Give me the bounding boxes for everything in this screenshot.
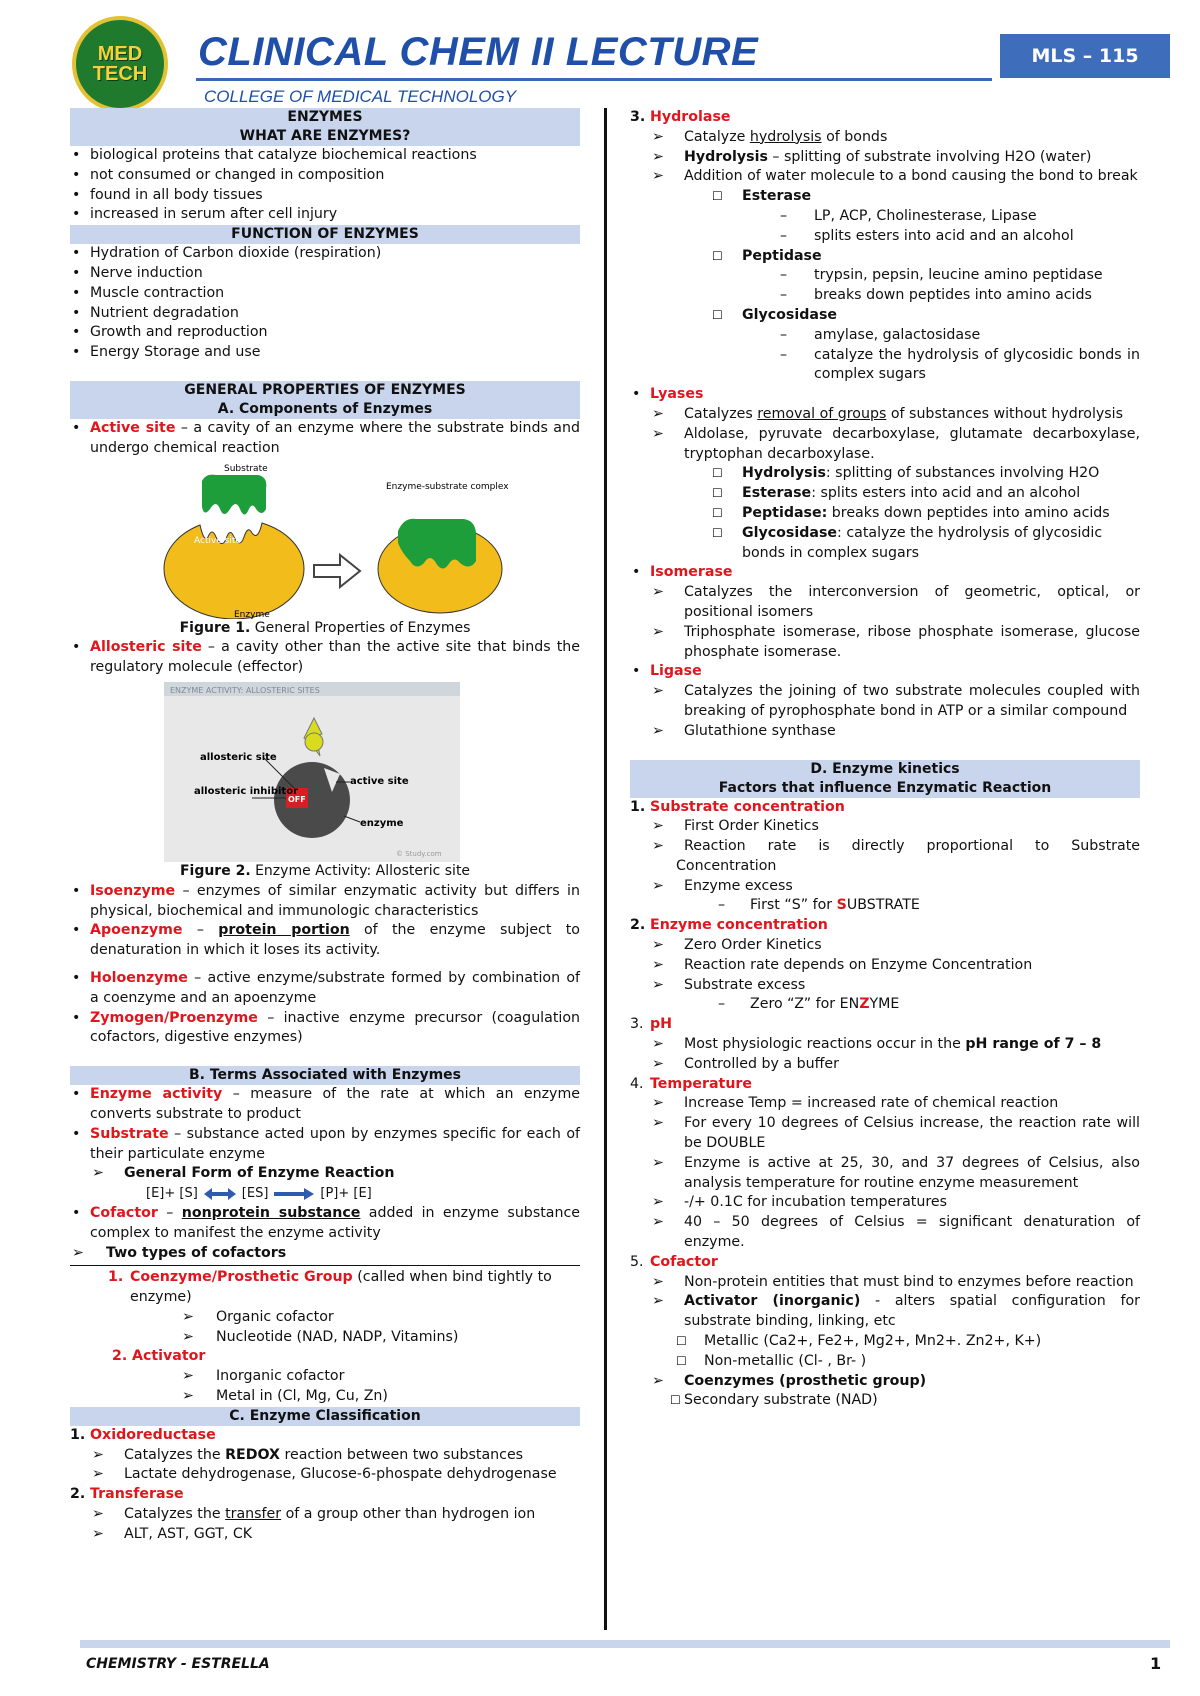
list-item: ☐ Esterase: splits esters into acid and an alcohol: [712, 485, 1081, 502]
list-item: ➢ Catalyzes the transfer of a group other than hydrogen ion: [92, 1506, 536, 1523]
figure-2-caption: Figure 2. Enzyme Activity: Allosteric site: [179, 862, 471, 879]
list-item: • Energy Storage and use: [72, 344, 261, 361]
list-item: 1. Coenzyme/Prosthetic Group (called when bind tightly to enzyme): [108, 1269, 552, 1306]
list-item: – First “S” for SUBSTRATE: [718, 897, 920, 914]
list-item: – splits esters into acid and an alcohol: [780, 227, 1074, 244]
fig2-allosteric-label: allosteric site: [200, 751, 277, 763]
reaction-equation: [E]+ [S] [ES] [P]+ [E]: [146, 1186, 372, 1202]
med-tech-logo: MED TECH: [72, 16, 168, 112]
list-item: • Lyases: [632, 386, 704, 403]
list-item: • Allosteric site – a cavity other than the active site that binds the regulatory molecule (effector): [72, 639, 581, 676]
list-item: • Nerve induction: [72, 264, 203, 281]
list-item: ➢ Zero Order Kinetics: [652, 937, 822, 954]
course-code-badge: MLS – 115: [1000, 34, 1170, 78]
list-item: ☐ Hydrolysis: splitting of substances involving H2O: [712, 465, 1100, 482]
components-header: A. Components of Enzymes: [70, 400, 580, 419]
list-item: ☐ Non-metallic (Cl- , Br- ): [676, 1352, 867, 1369]
list-item: • Hydration of Carbon dioxide (respiration): [72, 245, 382, 262]
figure-1-caption: Figure 1. General Properties of Enzymes: [179, 619, 471, 636]
list-item: ➢ Controlled by a buffer: [652, 1055, 839, 1072]
list-item: ➢ Aldolase, pyruvate decarboxylase, glutamate decarboxylase, tryptophan decarboxylase.: [652, 425, 1140, 462]
list-item: ➢ Two types of cofactors: [72, 1244, 287, 1261]
list-item: • Growth and reproduction: [72, 324, 268, 341]
list-item: – trypsin, pepsin, leucine amino peptidase: [780, 267, 1103, 284]
list-item: • Zymogen/Proenzyme – inactive enzyme precursor (coagulation cofactors, digestive enzymes): [72, 1009, 580, 1046]
fig1-arrow: [314, 555, 360, 587]
list-item: ➢ Hydrolysis – splitting of substrate involving H2O (water): [652, 148, 1092, 165]
list-item: 2. Enzyme concentration: [630, 917, 828, 934]
page-number: 1: [1150, 1654, 1162, 1673]
fig2-title: ENZYME ACTIVITY: ALLOSTERIC SITES: [170, 685, 320, 695]
list-item: 1. Oxidoreductase: [70, 1426, 216, 1443]
list-item: ➢ Coenzymes (prosthetic group): [652, 1372, 927, 1389]
list-item: ➢ Non-protein entities that must bind to enzymes before reaction: [652, 1273, 1134, 1290]
list-item: 2. Transferase: [70, 1486, 184, 1503]
list-item: ➢ Increase Temp = increased rate of chemical reaction: [652, 1095, 1059, 1112]
list-item: 5. Cofactor: [630, 1253, 718, 1270]
list-item: • Apoenzyme – protein portion of the enzyme subject to denaturation in which it loses its activity.: [72, 922, 580, 959]
list-item: ➢ Enzyme is active at 25, 30, and 37 degrees of Celsius, also analysis temperature for routine enzyme measurement: [652, 1154, 1140, 1191]
list-item: ☐ Glycosidase: catalyze the hydrolysis of glycosidic bonds in complex sugars: [712, 524, 1103, 561]
list-item: 2. Activator: [112, 1348, 206, 1365]
enzymes-header: ENZYMES: [70, 108, 580, 127]
list-item: ➢ Catalyzes the REDOX reaction between two substances: [92, 1446, 524, 1463]
list-item: • found in all body tissues: [72, 186, 263, 203]
forward-arrow-icon: [274, 1188, 314, 1200]
list-item: – breaks down peptides into amino acids: [780, 287, 1092, 304]
svg-text:© Study.com: © Study.com: [396, 849, 442, 858]
list-item: ➢ Activator (inorganic) - alters spatial configuration for substrate binding, linking, etc: [652, 1293, 1140, 1330]
fig1-substrate-label: Substrate: [224, 463, 268, 474]
list-item: • Ligase: [632, 663, 702, 680]
title-underline: [196, 78, 992, 81]
list-item: ➢ Most physiologic reactions occur in the pH range of 7 – 8: [652, 1036, 1102, 1053]
terms-header: B. Terms Associated with Enzymes: [70, 1066, 580, 1085]
list-item: – catalyze the hydrolysis of glycosidic bonds in complex sugars: [780, 346, 1140, 383]
list-item: • Isomerase: [632, 564, 733, 581]
fig1-complex-label: Enzyme-substrate complex: [386, 481, 509, 492]
fig1-active-site-label: Active site: [194, 535, 241, 546]
list-item: 1. Substrate concentration: [630, 798, 845, 815]
list-item: ☐ Esterase: [712, 188, 812, 205]
list-item: • increased in serum after cell injury: [72, 206, 338, 223]
list-item: ➢ Reaction rate depends on Enzyme Concentration: [652, 956, 1033, 973]
divider-line: [70, 1265, 580, 1266]
list-item: ➢ Nucleotide (NAD, NADP, Vitamins): [182, 1328, 459, 1345]
list-item: ➢ 40 – 50 degrees of Celsius = significant denaturation of enzyme.: [652, 1214, 1140, 1251]
svg-text:OFF: OFF: [288, 794, 306, 804]
list-item: ☐ Glycosidase: [712, 306, 838, 323]
list-item: • Active site – a cavity of an enzyme where the substrate binds and undergo chemical reaction: [72, 419, 580, 456]
general-properties-header: GENERAL PROPERTIES OF ENZYMES: [70, 381, 580, 400]
what-are-enzymes-header: WHAT ARE ENZYMES?: [70, 127, 580, 146]
fig2-enzyme-label: enzyme: [360, 817, 404, 829]
list-item: ➢ Catalyzes the interconversion of geometric, optical, or positional isomers: [652, 584, 1140, 620]
list-item: ☐ Secondary substrate (NAD): [670, 1392, 878, 1409]
figure-1-diagram: [154, 461, 580, 619]
list-item: • Holoenzyme – active enzyme/substrate formed by combination of a coenzyme and an apoenzyme: [72, 969, 580, 1006]
list-item: • not consumed or changed in composition: [72, 166, 385, 183]
list-item: – LP, ACP, Cholinesterase, Lipase: [780, 207, 1037, 224]
list-item: ➢ ALT, AST, GGT, CK: [92, 1525, 253, 1542]
college-name: COLLEGE OF MEDICAL TECHNOLOGY: [204, 87, 517, 106]
list-item: • Isoenzyme – enzymes of similar enzymatic activity but differs in physical, biochemical and immunologic characteristics: [72, 882, 580, 919]
list-item: – amylase, galactosidase: [780, 326, 981, 343]
fig2-inhibitor-label: allosteric inhibitor: [194, 785, 299, 797]
right-column: [630, 108, 1140, 1411]
list-item: ➢ Addition of water molecule to a bond causing the bond to break: [652, 168, 1138, 185]
list-item: • biological proteins that catalyze biochemical reactions: [72, 147, 477, 163]
list-item: • Enzyme activity – measure of the rate at which an enzyme converts substrate to product: [72, 1086, 580, 1122]
list-item: ☐ Peptidase: [712, 247, 822, 264]
fig1-enzyme-label: Enzyme: [234, 609, 270, 619]
footer-band: [80, 1640, 1170, 1648]
list-item: ➢ Glutathione synthase: [652, 722, 836, 739]
list-item: ☐ Peptidase: breaks down peptides into amino acids: [712, 504, 1110, 521]
left-column: [70, 108, 580, 1545]
fig1-substrate-shape: [202, 474, 266, 514]
list-item: ➢ Catalyzes removal of groups of substances without hydrolysis: [652, 405, 1124, 422]
list-item: ➢ For every 10 degrees of Celsius increase, the reaction rate will be DOUBLE: [652, 1115, 1140, 1152]
list-item: ➢ Catalyze hydrolysis of bonds: [652, 128, 888, 145]
page-title: CLINICAL CHEM II LECTURE: [198, 30, 759, 74]
list-item: ➢ First Order Kinetics: [652, 818, 819, 835]
list-item: • Nutrient degradation: [72, 304, 239, 321]
list-item: 3. pH: [630, 1016, 673, 1033]
list-item: ➢ Inorganic cofactor: [182, 1368, 345, 1385]
figure-2-diagram: [164, 682, 580, 862]
list-item: 3. Hydrolase: [630, 109, 731, 125]
column-divider: [604, 108, 607, 1630]
list-item: ➢ Catalyzes the joining of two substrate molecules coupled with breaking of pyrophosphate bond in ATP or a similar compound: [652, 683, 1140, 719]
fig2-enzyme-circle: [274, 762, 350, 838]
list-item: – Zero “Z” for ENZYME: [718, 996, 900, 1013]
list-item: ➢ Reaction rate is directly proportional to Substrate Concentration: [652, 838, 1140, 874]
function-header: FUNCTION OF ENZYMES: [70, 225, 580, 244]
fig2-active-label: active site: [350, 775, 409, 787]
list-item: • Substrate – substance acted upon by enzymes specific for each of their particulate enzyme: [72, 1125, 580, 1162]
list-item: ☐ Metallic (Ca2+, Fe2+, Mg2+, Mn2+. Zn2+, K+): [676, 1333, 1042, 1350]
list-item: ➢ Substrate excess: [652, 976, 806, 993]
list-item: • Cofactor – nonprotein substance added in enzyme substance complex to manifest the enzyme activity: [72, 1204, 580, 1241]
list-item: 4. Temperature: [630, 1075, 753, 1092]
reversible-arrow-icon: [204, 1188, 236, 1200]
list-item: ➢ -/+ 0.1C for incubation temperatures: [652, 1194, 947, 1211]
kinetics-header: D. Enzyme kinetics: [630, 760, 1140, 779]
list-item: ➢ Triphosphate isomerase, ribose phosphate isomerase, glucose phosphate isomerase.: [652, 623, 1140, 660]
list-item: ➢ General Form of Enzyme Reaction: [92, 1165, 395, 1182]
classification-header: C. Enzyme Classification: [70, 1407, 580, 1426]
list-item: ➢ Metal in (Cl, Mg, Cu, Zn): [182, 1388, 388, 1405]
factors-header: Factors that influence Enzymatic Reaction: [630, 779, 1140, 798]
footer-author: CHEMISTRY - ESTRELLA: [86, 1656, 270, 1672]
list-item: ➢ Lactate dehydrogenase, Glucose-6-phospate dehydrogenase: [92, 1466, 557, 1483]
list-item: ➢ Enzyme excess: [652, 877, 793, 894]
list-item: • Muscle contraction: [72, 284, 225, 301]
list-item: ➢ Organic cofactor: [182, 1308, 334, 1325]
